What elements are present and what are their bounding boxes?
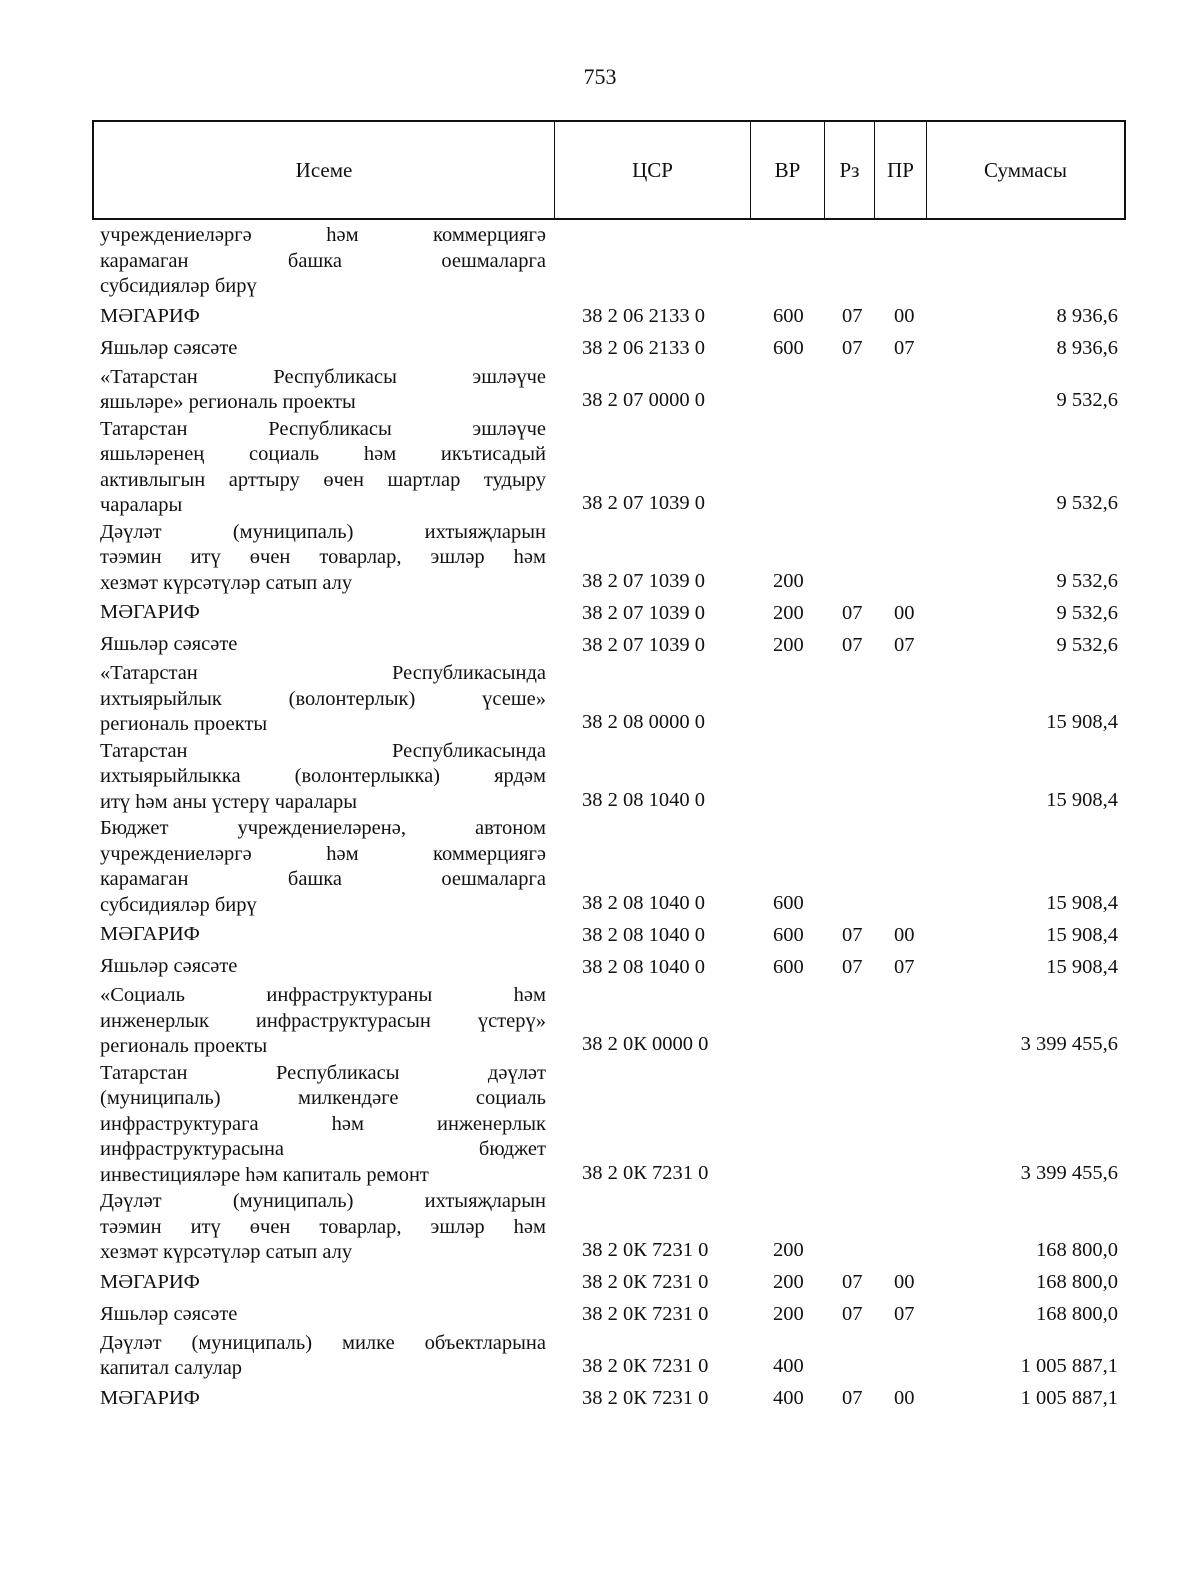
row-pr: 00 bbox=[894, 1387, 915, 1409]
row-name-line: инфраструктурага һәм инженерлык bbox=[100, 1112, 546, 1135]
table-row bbox=[100, 982, 1126, 1060]
row-name-line: активлыгын арттыру өчен шартлар тудыру bbox=[100, 468, 546, 491]
row-name bbox=[100, 1330, 546, 1382]
row-name bbox=[100, 1298, 546, 1328]
row-sum: 1 005 887,1 bbox=[1020, 1387, 1118, 1409]
row-name bbox=[100, 1382, 546, 1412]
row-name-line: чаралары bbox=[100, 494, 183, 516]
row-name-line: учреждениеләргә һәм коммерциягә bbox=[100, 842, 546, 865]
row-vr: 200 bbox=[773, 1239, 804, 1261]
row-vr: 600 bbox=[773, 891, 804, 914]
row-name bbox=[100, 738, 546, 816]
row-csr: 38 2 07 1039 0 bbox=[582, 569, 705, 592]
row-pr: 07 bbox=[894, 337, 915, 359]
table-row bbox=[100, 815, 1126, 918]
row-rz: 07 bbox=[842, 923, 863, 946]
row-csr: 38 2 0К 7231 0 bbox=[582, 1239, 709, 1261]
row-rz: 07 bbox=[842, 1387, 863, 1409]
row-name-line: Дәүләт (муниципаль) милке объектларына bbox=[100, 1331, 546, 1354]
row-csr: 38 2 07 1039 0 bbox=[582, 601, 705, 624]
row-sum: 15 908,4 bbox=[1046, 788, 1118, 811]
row-csr: 38 2 0К 7231 0 bbox=[582, 1271, 709, 1293]
row-name-line: Дәүләт (муниципаль) ихтыяҗларын bbox=[100, 520, 546, 543]
row-sum: 15 908,4 bbox=[1046, 955, 1118, 978]
row-pr: 07 bbox=[894, 633, 915, 656]
row-sum: 168 800,0 bbox=[1036, 1271, 1118, 1293]
header-pr: ПР bbox=[875, 122, 927, 218]
row-name-line: тәэмин итү өчен товарлар, эшләр һәм bbox=[100, 1215, 546, 1238]
row-name-line: «Татарстан Республикасында bbox=[100, 662, 546, 684]
row-pr: 07 bbox=[894, 955, 915, 978]
header-vr: ВР bbox=[751, 122, 825, 218]
header-name: Исеме bbox=[94, 122, 555, 218]
table-row bbox=[100, 332, 1126, 364]
header-csr: ЦСР bbox=[555, 122, 751, 218]
row-name-line: региональ проекты bbox=[100, 1035, 268, 1057]
row-name-line: Яшьләр сәясәте bbox=[100, 336, 238, 359]
row-rz: 07 bbox=[842, 601, 863, 624]
table-row bbox=[100, 1298, 1126, 1330]
row-pr: 00 bbox=[894, 1271, 915, 1293]
row-name bbox=[100, 918, 546, 948]
row-sum: 15 908,4 bbox=[1046, 711, 1118, 733]
table-body bbox=[100, 222, 1126, 1414]
row-name-line: «Социаль инфраструктураны һәм bbox=[100, 984, 546, 1006]
row-name-line: МӘГАРИФ bbox=[100, 1386, 200, 1409]
row-rz: 07 bbox=[842, 305, 863, 327]
row-name-line: ихтыярыйлыкка (волонтерлыкка) ярдәм bbox=[100, 765, 546, 787]
row-csr: 38 2 07 1039 0 bbox=[582, 633, 705, 656]
row-csr: 38 2 0К 7231 0 bbox=[582, 1387, 709, 1409]
row-rz: 07 bbox=[842, 955, 863, 978]
table-row bbox=[100, 222, 1126, 300]
row-vr: 600 bbox=[773, 305, 804, 327]
row-rz: 07 bbox=[842, 337, 863, 359]
row-name bbox=[100, 300, 546, 330]
row-csr: 38 2 08 0000 0 bbox=[582, 711, 705, 733]
row-name-line: ихтыярыйлык (волонтерлык) үсеше» bbox=[100, 687, 546, 710]
row-csr: 38 2 08 1040 0 bbox=[582, 891, 705, 914]
row-pr: 00 bbox=[894, 601, 915, 624]
row-name bbox=[100, 815, 546, 918]
table-row bbox=[100, 364, 1126, 416]
row-name-line: Дәүләт (муниципаль) ихтыяҗларын bbox=[100, 1190, 546, 1212]
row-sum: 9 532,6 bbox=[1056, 569, 1118, 592]
row-name-line: (муниципаль) милкендәге социаль bbox=[100, 1087, 546, 1109]
row-name-line: учреждениеләргә һәм коммерциягә bbox=[100, 224, 546, 246]
row-name bbox=[100, 1060, 546, 1189]
row-vr: 200 bbox=[773, 633, 804, 656]
table-row bbox=[100, 1266, 1126, 1298]
row-vr: 200 bbox=[773, 601, 804, 624]
row-vr: 600 bbox=[773, 955, 804, 978]
row-sum: 9 532,6 bbox=[1056, 601, 1118, 624]
row-name bbox=[100, 660, 546, 738]
row-name-line: капитал салулар bbox=[100, 1357, 243, 1379]
table-row bbox=[100, 596, 1126, 628]
row-name-line: субсидияләр бирү bbox=[100, 275, 257, 297]
row-sum: 15 908,4 bbox=[1046, 923, 1118, 946]
row-csr: 38 2 0К 0000 0 bbox=[582, 1033, 709, 1055]
row-sum: 9 532,6 bbox=[1056, 633, 1118, 656]
row-name bbox=[100, 950, 546, 980]
row-name bbox=[100, 364, 546, 416]
row-name-line: карамаган башка оешмаларга bbox=[100, 249, 546, 272]
table-row bbox=[100, 918, 1126, 950]
row-name-line: инфраструктурасына бюджет bbox=[100, 1138, 546, 1160]
row-name bbox=[100, 332, 546, 362]
row-csr: 38 2 0К 7231 0 bbox=[582, 1355, 709, 1377]
table-row bbox=[100, 1188, 1126, 1266]
row-csr: 38 2 06 2133 0 bbox=[582, 337, 705, 359]
row-csr: 38 2 0К 7231 0 bbox=[582, 1303, 709, 1325]
table-row bbox=[100, 660, 1126, 738]
row-sum: 15 908,4 bbox=[1046, 891, 1118, 914]
row-csr: 38 2 08 1040 0 bbox=[582, 788, 705, 811]
row-csr: 38 2 06 2133 0 bbox=[582, 305, 705, 327]
row-csr: 38 2 07 1039 0 bbox=[582, 492, 705, 514]
row-pr: 00 bbox=[894, 305, 915, 327]
table-row bbox=[100, 519, 1126, 597]
row-csr: 38 2 07 0000 0 bbox=[582, 389, 705, 411]
table-row bbox=[100, 950, 1126, 982]
table-row bbox=[100, 416, 1126, 519]
row-name-line: Яшьләр сәясәте bbox=[100, 955, 238, 977]
row-csr: 38 2 08 1040 0 bbox=[582, 955, 705, 978]
row-vr: 200 bbox=[773, 1303, 804, 1325]
row-rz: 07 bbox=[842, 633, 863, 656]
row-name-line: Татарстан Республикасында bbox=[100, 739, 546, 762]
row-name-line: МӘГАРИФ bbox=[100, 923, 200, 945]
row-name-line: хезмәт күрсәтүләр сатып алу bbox=[100, 571, 353, 594]
table-row bbox=[100, 1382, 1126, 1414]
row-name-line: региональ проекты bbox=[100, 713, 268, 735]
row-name-line: МӘГАРИФ bbox=[100, 601, 200, 623]
row-name-line: инвестицияләре һәм капиталь ремонт bbox=[100, 1163, 429, 1186]
row-name-line: хезмәт күрсәтүләр сатып алу bbox=[100, 1241, 353, 1263]
row-name-line: Татарстан Республикасы эшләүче bbox=[100, 417, 546, 440]
row-name bbox=[100, 222, 546, 300]
row-name-line: итү һәм аны үстерү чаралары bbox=[100, 790, 358, 813]
row-name-line: яшьләре» региональ проекты bbox=[100, 391, 356, 413]
row-sum: 3 399 455,6 bbox=[1020, 1161, 1118, 1184]
row-sum: 168 800,0 bbox=[1036, 1303, 1118, 1325]
row-sum: 168 800,0 bbox=[1036, 1239, 1118, 1261]
row-name-line: яшьләренең социаль һәм икътисадый bbox=[100, 443, 546, 465]
table-row bbox=[100, 738, 1126, 816]
page-number: 753 bbox=[583, 64, 617, 89]
row-sum: 9 532,6 bbox=[1056, 492, 1118, 514]
table-row bbox=[100, 628, 1126, 660]
row-name-line: Яшьләр сәясәте bbox=[100, 633, 238, 655]
row-name bbox=[100, 982, 546, 1060]
table-row bbox=[100, 1330, 1126, 1382]
row-vr: 600 bbox=[773, 337, 804, 359]
row-name bbox=[100, 1266, 546, 1296]
row-vr: 200 bbox=[773, 1271, 804, 1293]
row-name-line: карамаган башка оешмаларга bbox=[100, 868, 546, 890]
row-name bbox=[100, 1188, 546, 1266]
row-name-line: Бюджет учреждениеләренә, автоном bbox=[100, 817, 546, 839]
row-pr: 00 bbox=[894, 923, 915, 946]
row-sum: 1 005 887,1 bbox=[1020, 1355, 1118, 1377]
row-name bbox=[100, 628, 546, 658]
row-vr: 400 bbox=[773, 1387, 804, 1409]
row-sum: 9 532,6 bbox=[1056, 389, 1118, 411]
row-name-line: тәэмин итү өчен товарлар, эшләр һәм bbox=[100, 546, 546, 568]
row-name-line: «Татарстан Республикасы эшләүче bbox=[100, 365, 546, 388]
row-sum: 8 936,6 bbox=[1056, 337, 1118, 359]
row-name-line: МӘГАРИФ bbox=[100, 1270, 200, 1293]
row-name-line: субсидияләр бирү bbox=[100, 893, 257, 916]
table-row bbox=[100, 1060, 1126, 1189]
row-rz: 07 bbox=[842, 1271, 863, 1293]
table-header bbox=[92, 120, 1126, 220]
row-name-line: МӘГАРИФ bbox=[100, 304, 200, 327]
header-rz: Рз bbox=[825, 122, 875, 218]
row-rz: 07 bbox=[842, 1303, 863, 1325]
row-vr: 400 bbox=[773, 1355, 804, 1377]
row-pr: 07 bbox=[894, 1303, 915, 1325]
row-name-line: Татарстан Республикасы дәүләт bbox=[100, 1061, 546, 1084]
row-csr: 38 2 0К 7231 0 bbox=[582, 1161, 709, 1184]
row-csr: 38 2 08 1040 0 bbox=[582, 923, 705, 946]
row-name-line: инженерлык инфраструктурасын үстерү» bbox=[100, 1009, 546, 1032]
row-name bbox=[100, 519, 546, 597]
header-sum: Суммасы bbox=[984, 157, 1067, 182]
row-vr: 200 bbox=[773, 569, 804, 592]
row-sum: 8 936,6 bbox=[1056, 305, 1118, 327]
row-name bbox=[100, 596, 546, 626]
row-sum: 3 399 455,6 bbox=[1020, 1033, 1118, 1055]
row-vr: 600 bbox=[773, 923, 804, 946]
row-name bbox=[100, 416, 546, 519]
table-row bbox=[100, 300, 1126, 332]
row-name-line: Яшьләр сәясәте bbox=[100, 1302, 238, 1325]
